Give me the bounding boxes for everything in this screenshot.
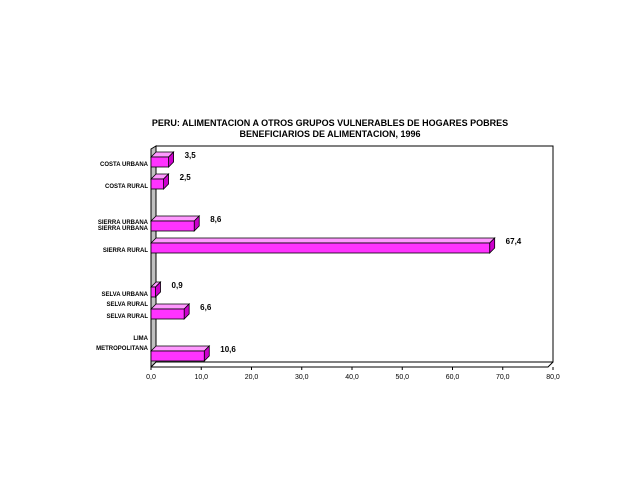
bar xyxy=(151,216,199,231)
bar-front xyxy=(151,157,169,167)
bar-front xyxy=(151,243,490,253)
bar-front xyxy=(151,221,194,231)
bar-front xyxy=(151,179,164,189)
category-label: SELVA RURAL xyxy=(106,302,148,308)
category-label: COSTA RURAL xyxy=(105,184,148,190)
x-tick-label: 80,0 xyxy=(546,374,560,381)
value-label: 10,6 xyxy=(220,345,236,354)
bar-front xyxy=(151,287,156,297)
bar-top xyxy=(151,304,189,309)
bar-top xyxy=(151,238,495,243)
category-label: SIERRA URBANA xyxy=(97,226,148,232)
bar xyxy=(151,346,209,361)
value-label: 0,9 xyxy=(171,281,183,290)
value-label: 6,6 xyxy=(200,303,212,312)
bar xyxy=(151,152,174,167)
x-tick-label: 40,0 xyxy=(345,374,359,381)
category-label: SIERRA URBANA xyxy=(97,220,148,226)
value-label: 8,6 xyxy=(210,215,222,224)
chart-title-line-2: BENEFICIARIOS DE ALIMENTACION, 1996 xyxy=(239,129,421,139)
chart-title-line-1: PERU: ALIMENTACION A OTROS GRUPOS VULNERABLES DE HOGARES POBRES xyxy=(151,118,509,128)
value-label: 2,5 xyxy=(179,173,191,182)
bar-front xyxy=(151,309,184,319)
category-label: METROPOLITANA xyxy=(96,346,148,352)
value-label: 67,4 xyxy=(505,237,522,246)
category-label: LIMA xyxy=(133,336,148,342)
category-label: COSTA URBANA xyxy=(100,162,148,168)
category-label: SELVA URBANA xyxy=(101,292,148,298)
bar-top xyxy=(151,216,199,221)
bar xyxy=(151,238,495,253)
bar xyxy=(151,174,169,189)
x-tick-label: 30,0 xyxy=(294,374,309,381)
x-tick-label: 70,0 xyxy=(495,374,510,381)
x-axis xyxy=(146,367,560,381)
plot-area-border xyxy=(156,146,553,362)
bar-front xyxy=(151,351,204,361)
x-tick-label: 50,0 xyxy=(395,374,410,381)
category-label: SELVA RURAL xyxy=(106,314,148,320)
x-tick-label: 0,0 xyxy=(146,374,156,381)
category-labels xyxy=(96,162,149,352)
x-tick-label: 60,0 xyxy=(445,374,460,381)
x-tick-label: 20,0 xyxy=(244,374,259,381)
bar-top xyxy=(151,346,209,351)
plot-frame xyxy=(151,146,553,367)
value-label: 3,5 xyxy=(184,151,196,160)
category-label: SIERRA RURAL xyxy=(102,248,148,254)
bars xyxy=(151,152,495,361)
bar xyxy=(151,304,189,319)
x-tick-label: 10,0 xyxy=(194,374,209,381)
floor-edge xyxy=(151,362,553,367)
